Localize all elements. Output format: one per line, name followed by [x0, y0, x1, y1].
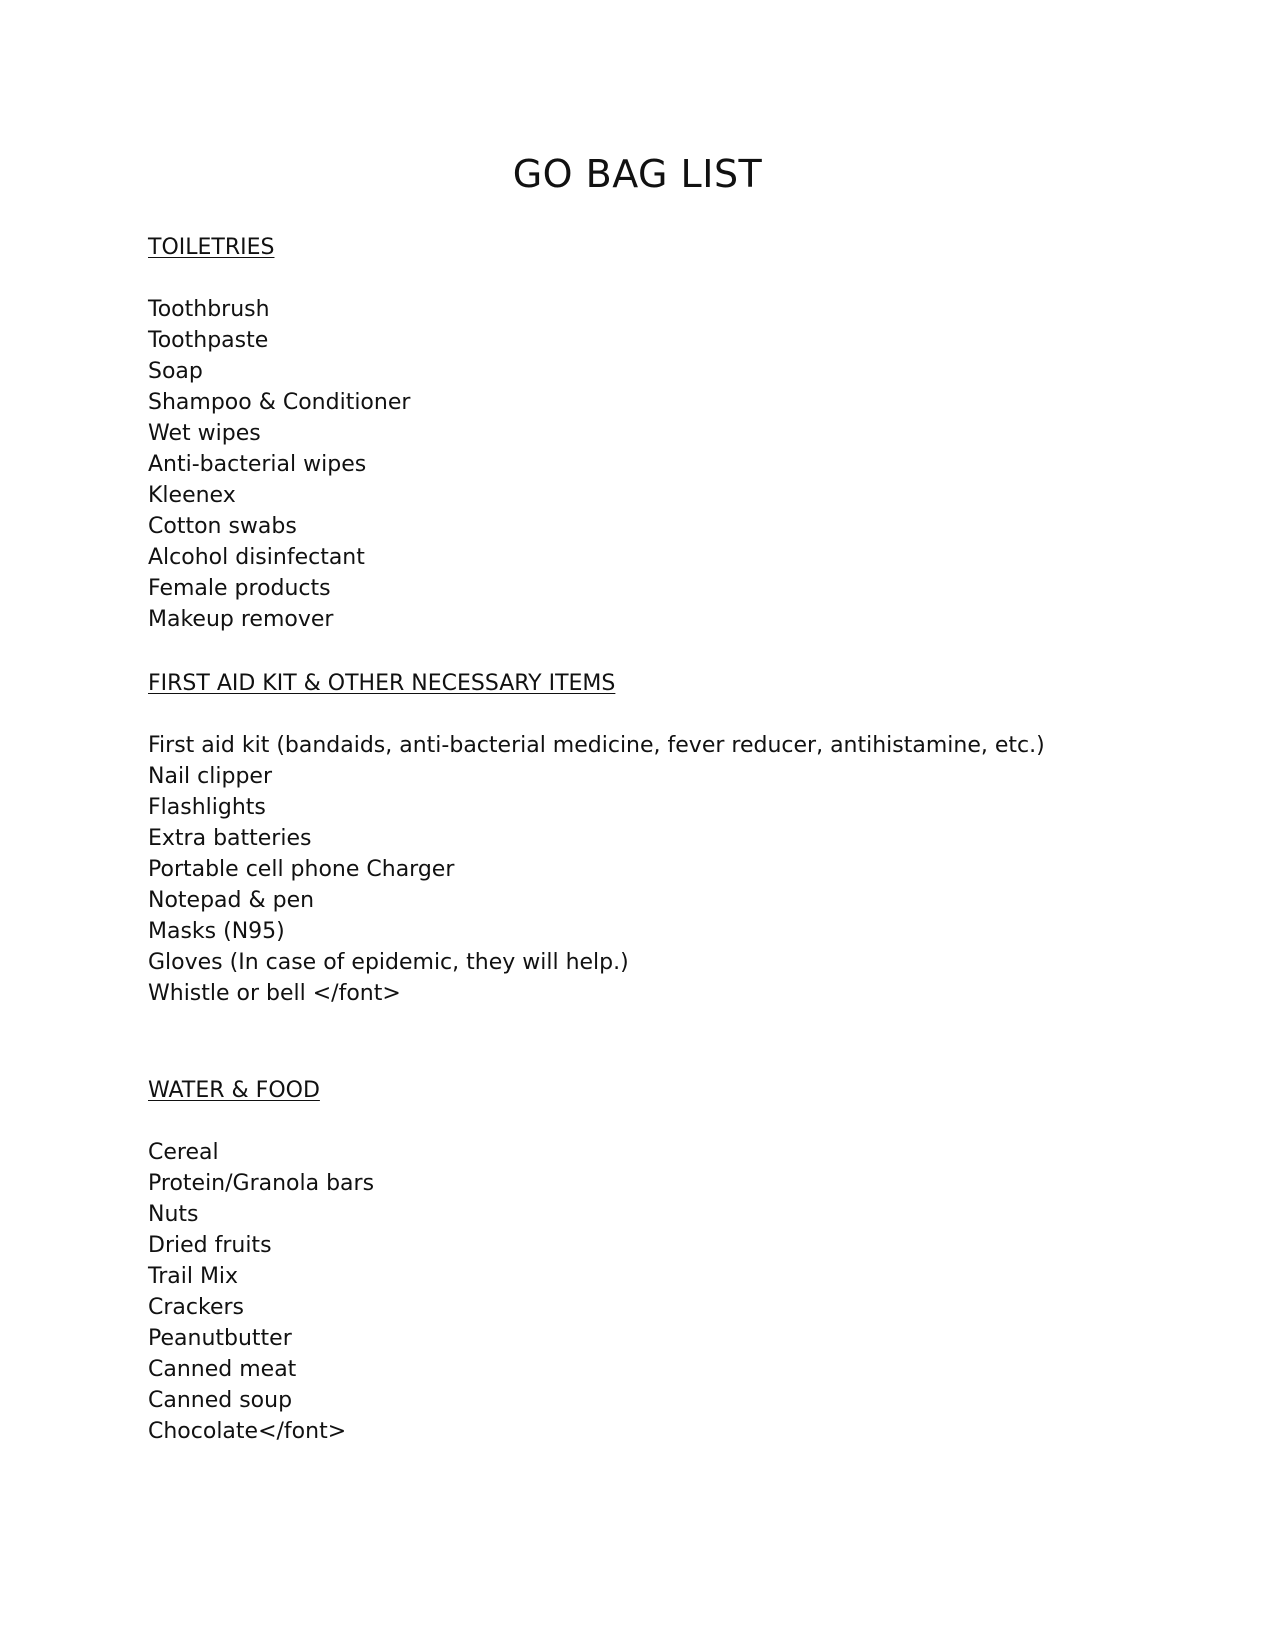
list-item: Extra batteries: [148, 826, 312, 851]
page-title: GO BAG LIST: [512, 152, 763, 196]
list-item: Nuts: [148, 1202, 199, 1227]
section-heading: FIRST AID KIT & OTHER NECESSARY ITEMS: [148, 671, 616, 696]
item-list: [148, 294, 410, 635]
item-list: [148, 730, 1045, 1009]
list-item: Alcohol disinfectant: [148, 545, 365, 570]
section-heading: TOILETRIES: [148, 235, 275, 260]
list-item: Crackers: [148, 1295, 244, 1320]
list-item: Gloves (In case of epidemic, they will help.): [148, 950, 629, 975]
list-item: Notepad & pen: [148, 888, 315, 913]
section-water-food: [148, 1075, 374, 1447]
list-item: Canned meat: [148, 1357, 297, 1382]
list-item: Cotton swabs: [148, 514, 297, 539]
section-first-aid: [148, 668, 1045, 1009]
list-item: Trail Mix: [148, 1264, 239, 1289]
list-item: Masks (N95): [148, 919, 285, 944]
list-item: Nail clipper: [148, 764, 272, 789]
section-toiletries: [148, 232, 410, 635]
list-item: Protein/Granola bars: [148, 1171, 375, 1196]
section-heading: WATER & FOOD: [148, 1078, 320, 1103]
list-item: Anti-bacterial wipes: [148, 452, 367, 477]
list-item: Shampoo & Conditioner: [148, 390, 411, 415]
list-item: Makeup remover: [148, 607, 334, 632]
list-item: Kleenex: [148, 483, 236, 508]
list-item: Soap: [148, 359, 203, 384]
list-item: Wet wipes: [148, 421, 261, 446]
list-item: Female products: [148, 576, 331, 601]
list-item: First aid kit (bandaids, anti-bacterial medicine, fever reducer, antihistamine, etc.): [148, 733, 1045, 758]
item-list: [148, 1137, 374, 1447]
list-item: Flashlights: [148, 795, 266, 820]
list-item: Portable cell phone Charger: [148, 857, 455, 882]
list-item: Toothpaste: [148, 328, 269, 353]
list-item: Whistle or bell </font>: [148, 981, 401, 1006]
list-item: Peanutbutter: [148, 1326, 292, 1351]
list-item: Cereal: [148, 1140, 219, 1165]
list-item: Canned soup: [148, 1388, 293, 1413]
list-item: Dried fruits: [148, 1233, 272, 1258]
list-item: Toothbrush: [148, 297, 270, 322]
list-item: Chocolate</font>: [148, 1419, 347, 1444]
